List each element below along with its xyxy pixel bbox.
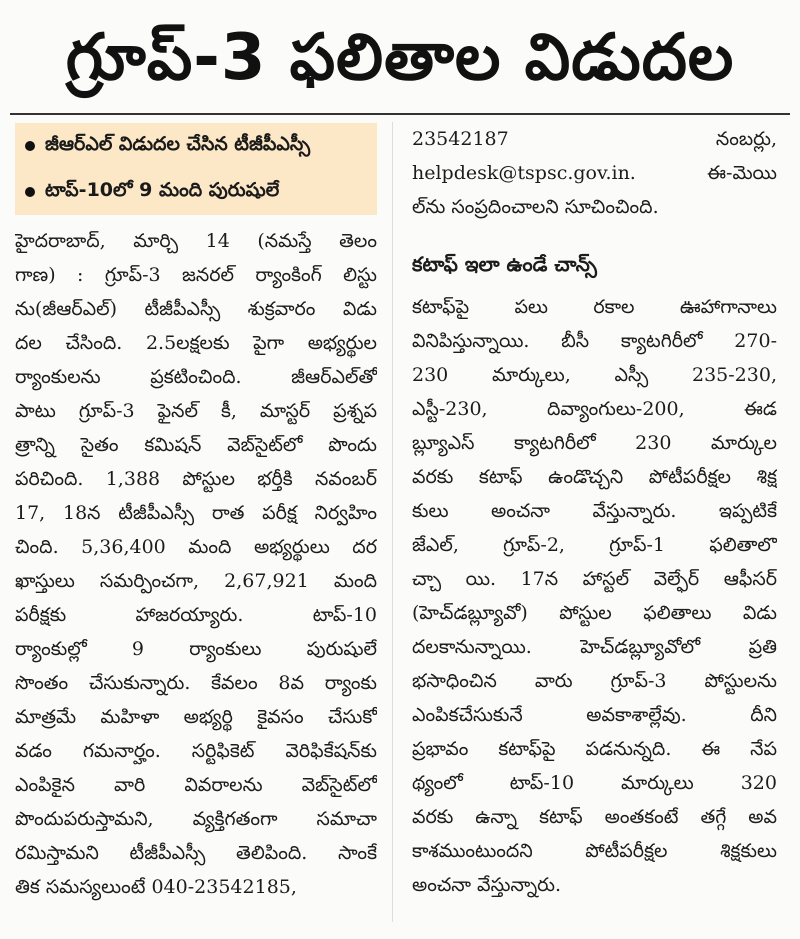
text-line: హైదరాబాద్, మార్చి 14 (నమస్తే తెలం [15,230,377,252]
text-line: పరీక్షకు హాజరయ్యారు. టాప్-10 [15,604,377,626]
headline-rule [10,113,790,115]
text-line: పొందుపరుస్తామని, వ్యక్తిగతంగా సమాచా [15,808,377,830]
text-line: పాటు గ్రూప్-3 ఫైనల్ కీ, మాస్టర్ ప్రశ్నప [15,400,377,422]
text-line: ల్‌ను సంప్రదించాలని సూచించింది. [412,196,659,218]
text-line: దల చేసింది. 2.5లక్షలకు పైగా అభ్యర్థుల [15,332,377,354]
text-line: (హెచ్‌డబ్ల్యూవో) పోస్టుల ఫలితాలు విడు [412,602,777,624]
text-line: థ్యంలో టాప్-10 మార్కులు 320 [412,772,777,794]
article-column-2 [412,122,777,902]
headline: గ్రూప్-3 ఫలితాల విడుదల [65,21,735,95]
column-2-body [412,290,777,902]
bullet-icon [25,187,35,197]
text-line: కులు అంచనా వేస్తున్నారు. ఇప్పటికే [412,500,777,522]
text-line: helpdesk@tspsc.gov.in. ఈ-మెయి [412,162,777,184]
highlight-item [15,123,377,169]
text-line: వడం గమనార్హం. సర్టిఫికెట్ వెరిఫికేషన్‌కు [15,740,377,762]
text-line: ర్యాంకులను ప్రకటించింది. జీఆర్‌ఎల్‌తో [15,366,377,388]
bullet-icon [25,141,35,151]
text-line: ఎస్టీ-230, దివ్యాంగులు-200, ఈడ [412,398,777,420]
text-line: వరకు కటాఫ్ ఉండొచ్చని పోటీపరీక్షల శిక్ష [412,466,777,488]
highlight-item [15,169,377,215]
text-line: భసాధించిన వారు గ్రూప్-3 పోస్టులను [412,670,777,692]
text-line: జేఎల్, గ్రూప్-2, గ్రూప్-1 ఫలితాలొ [412,534,777,556]
text-line: 17, 18న టీజీపీఎస్సీ రాత పరీక్ష నిర్వహిం [15,502,377,524]
text-line: ఎంపికైన వారి వివరాలను వెబ్‌సైట్‌లో [15,774,377,796]
text-line: రమిస్తామని టీజీపీఎస్సీ తెలిపింది. సాంకే [15,842,377,864]
text-line: ఖాస్తులు సమర్పించగా, 2,67,921 మంది [15,570,377,592]
text-line: వరకు ఉన్నా కటాఫ్ అంతకంటే తగ్గే అవ [412,806,777,828]
text-line: చ్చా యి. 17న హాస్టల్ వెల్ఫేర్ ఆఫీసర్ [412,568,777,590]
text-line: తిక సమస్యలుంటే 040-23542185, [15,876,297,898]
text-line: సొంతం చేసుకున్నారు. కేవలం 8వ ర్యాంకు [15,672,377,694]
text-line: త్రాన్ని సైతం కమిషన్ వెబ్‌సైట్‌లో పొందు [15,434,377,456]
article-column-1 [15,224,377,904]
text-line: పరిచింది. 1,388 పోస్టుల భర్తీకి నవంబర్ [15,468,377,490]
column-divider [392,122,393,922]
text-line: ప్రభావం కటాఫ్‌పై పడనున్నది. ఈ నేప [412,738,777,760]
highlight-text: జీఆర్‌ఎల్ విడుదల చేసిన టీజీపీఎస్సీ [45,132,311,155]
text-line: చింది. 5,36,400 మంది అభ్యర్థులు దర [15,536,377,558]
text-line: మాత్రమే మహిళా అభ్యర్థి కైవసం చేసుకో [15,706,377,728]
text-line: ర్యాంకుల్లో 9 ర్యాంకులు పురుషులే [15,638,377,660]
text-line: 23542187 నంబర్లు, [412,128,777,150]
text-line: కటాఫ్‌పై పలు రకాల ఊహాగానాలు [412,296,777,318]
text-line: ను(జీఆర్‌ఎల్) టీజీపీఎస్సీ శుక్రవారం విడు [15,298,377,320]
text-line: దలకానున్నాయి. హెచ్‌డబ్ల్యూవోలో ప్రతి [412,636,777,658]
text-line: కాశముంటుందని పోటీపరీక్షల శిక్షకులు [412,840,777,862]
highlights-box [15,123,377,215]
text-line: అంచనా వేస్తున్నారు. [412,874,562,896]
column-2-top [412,122,777,224]
text-line: బ్ల్యూఎస్ క్యాటగిరీలో 230 మార్కుల [412,432,777,454]
highlight-text: టాప్-10లో 9 మంది పురుషులే [45,178,280,201]
text-line: గాణ) : గ్రూప్-3 జనరల్ ర్యాంకింగ్ లిస్టు [15,264,377,286]
text-line: 230 మార్కులు, ఎస్సీ 235-230, [412,364,777,386]
text-line: వినిపిస్తున్నాయి. బీసీ క్యాటగిరీలో 270- [412,330,777,352]
text-line: ఎంపికచేసుకునే అవకాశాల్లేవు. దీని [412,704,777,726]
cutoff-subheading: కటాఫ్ ఇలా ఉండే చాన్స్ [412,252,597,276]
